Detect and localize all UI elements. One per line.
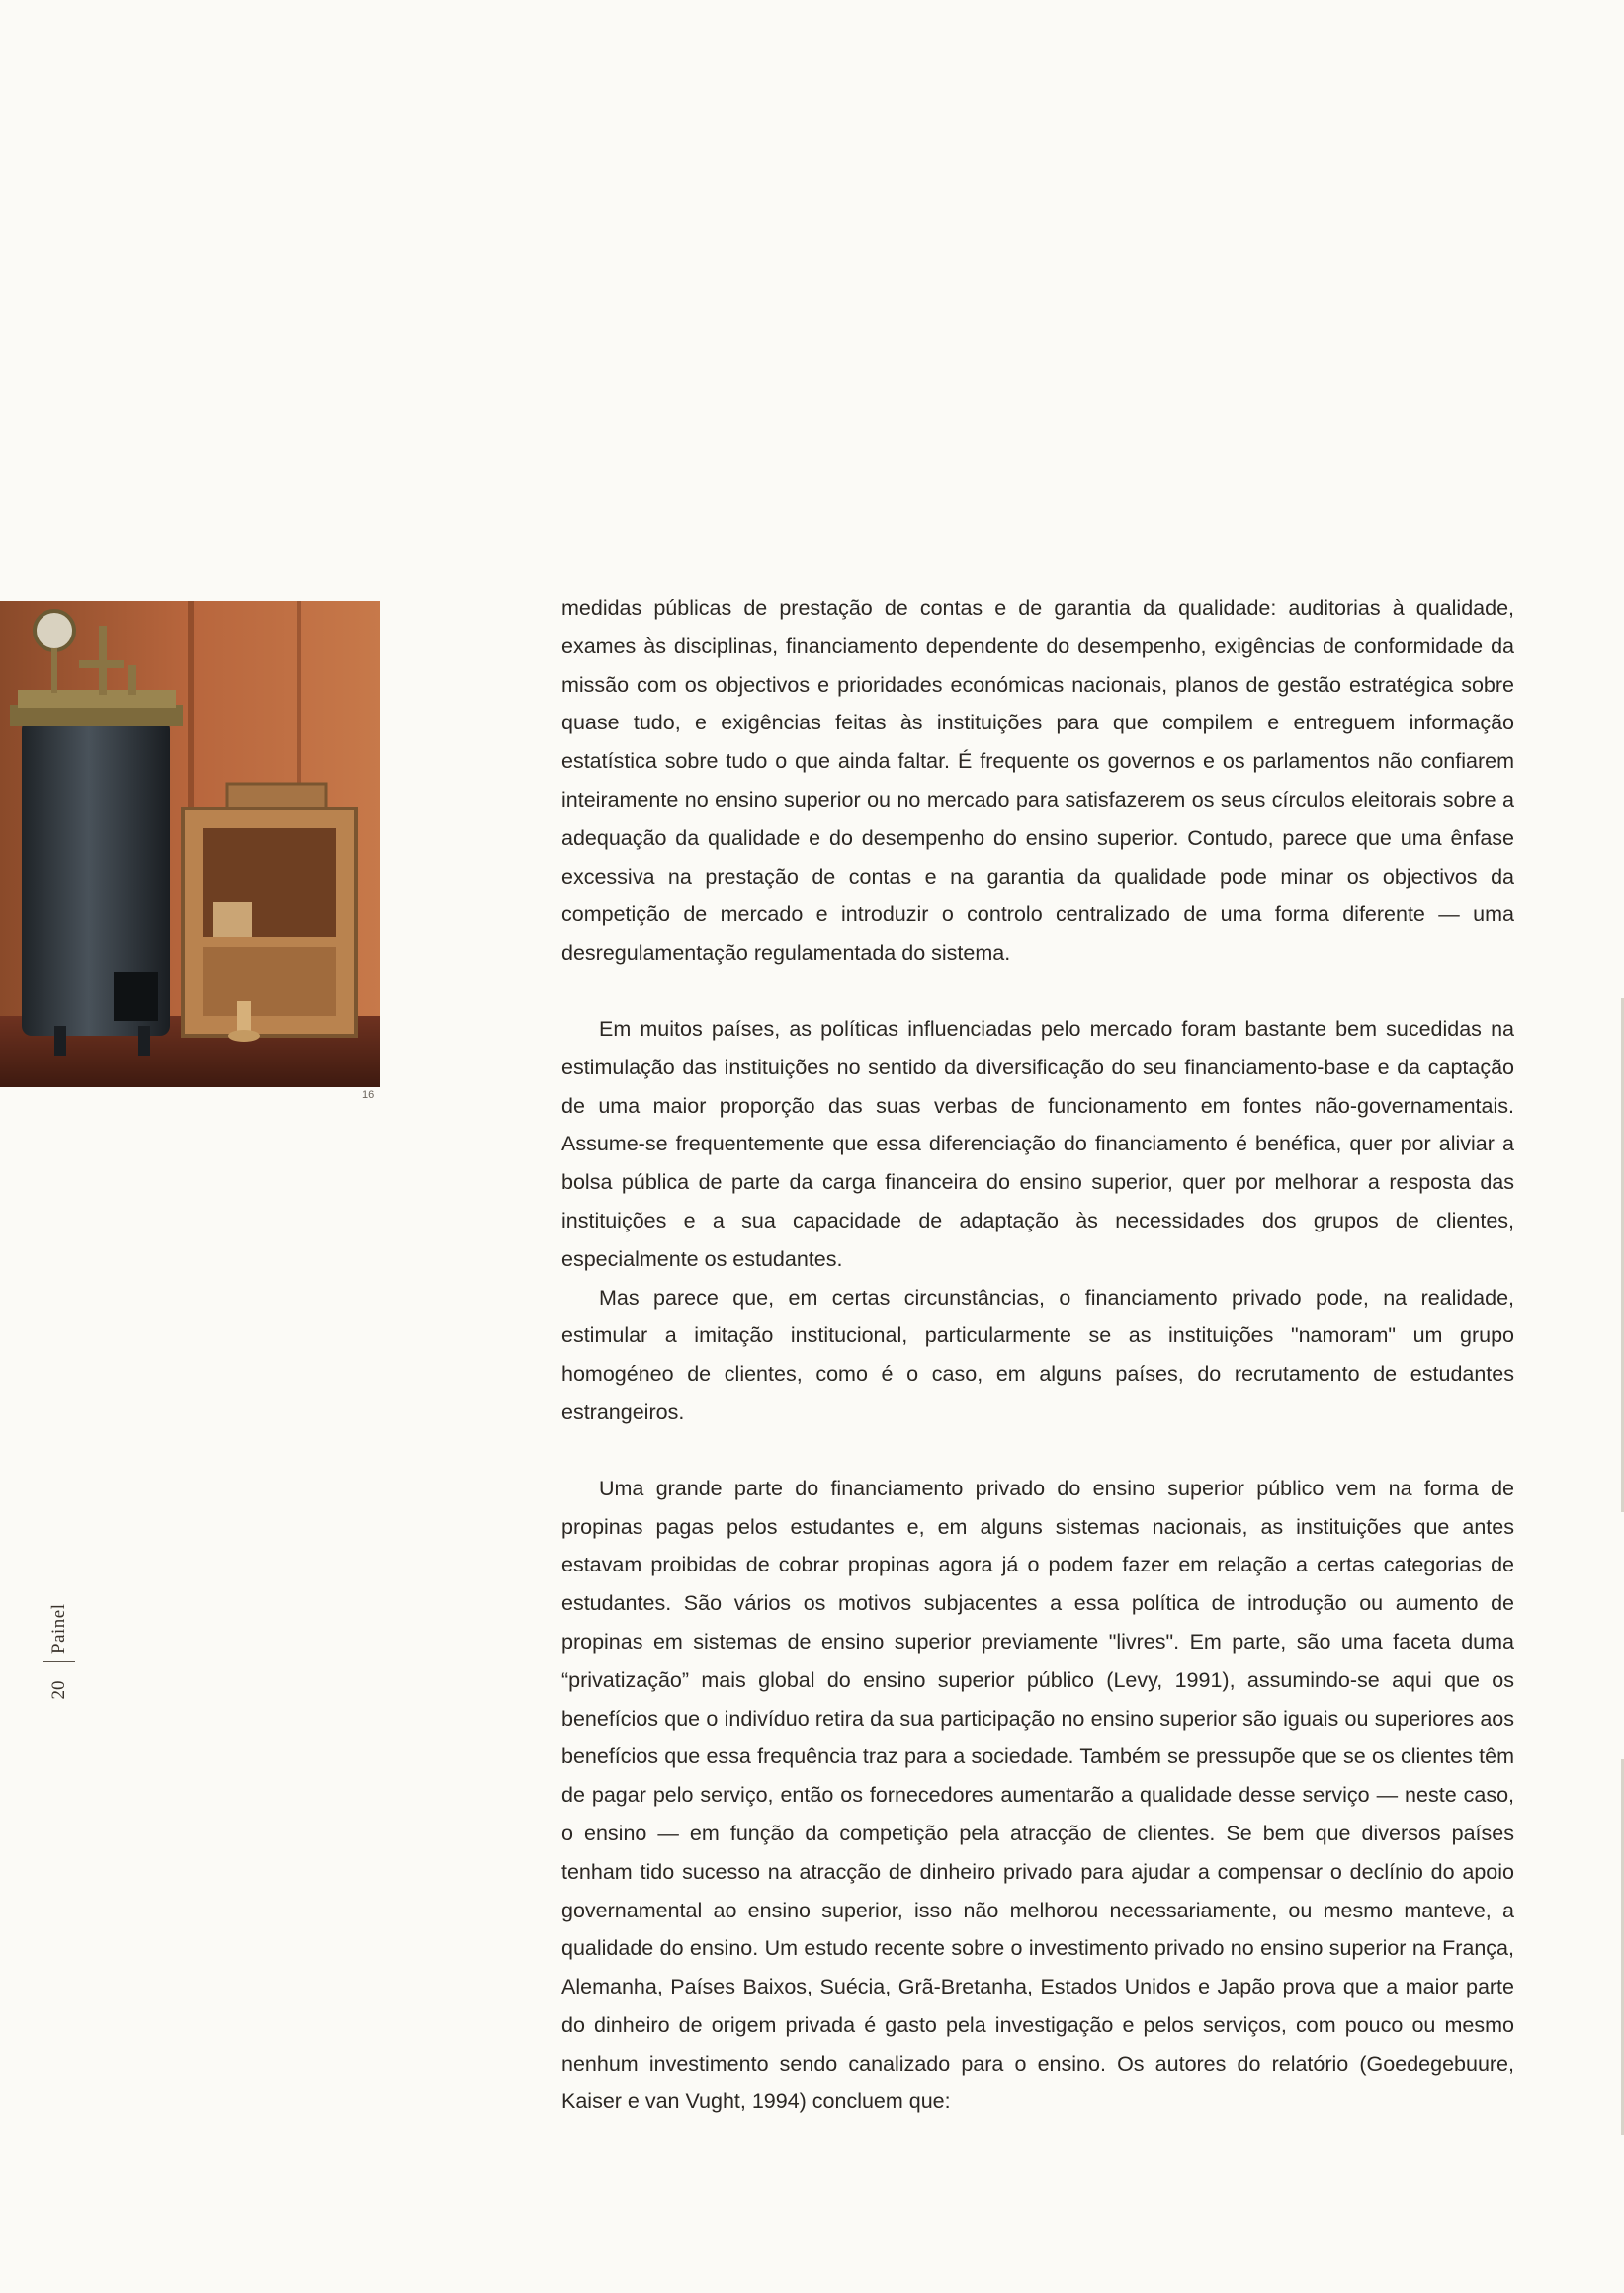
folio — [40, 1571, 79, 1710]
paragraph: Mas parece que, em certas circunstâncias, o financiamento privado pode, na realidade, estimular a imitação institucional, particularmente se as instituições "namoram" um grupo homogéneo de clientes, como é o caso, em alguns países, do recrutamento de estudantes estrangeiros. — [561, 1285, 1514, 1424]
paragraph: Uma grande parte do financiamento privado do ensino superior público vem na forma de propinas pagas pelos estudantes e, em alguns sistemas nacionais, as instituições que antes estavam proibidas de cobrar propinas agora já o podem fazer em relação a certas categorias de estudantes. São vários os motivos subjacentes a essa política de introdução ou aumento de propinas em sistemas de ensino superior previamente "livres". Em parte, são uma faceta duma “privatização” mais global do ensino superior público (Levy, 1991), assumindo-se aqui que os benefícios que o indivíduo retira da sua participação no ensino superior são iguais ou superiores aos benefícios que essa frequência traz para a sociedade. Também se pressupõe que se os clientes têm de pagar pelo serviço, então os fornecedores aumentarão a qualidade desse serviço — neste caso, o ensino — em função da competição pela atracção de clientes. Se bem que diversos países tenham tido sucesso na atracção de dinheiro privado para ajudar a compensar o declínio do apoio governamental ao ensino superior, isso não melhorou necessariamente, ou mesmo manteve, a qualidade do ensino. Um estudo recente sobre o investimento privado no ensino superior na França, Alemanha, Países Baixos, Suécia, Grã-Bretanha, Estados Unidos e Japão prova que a maior parte do dinheiro de origem privada é gasto pela investigação e pelos serviços, com pouco ou mesmo nenhum investimento sendo canalizado para o ensino. Os autores do relatório (Goedegebuure, Kaiser e van Vught, 1994) concluem que: — [561, 1476, 1514, 2114]
paragraph: Em muitos países, as políticas influenciadas pelo mercado foram bastante bem sucedidas na estimulação das instituições no sentido da diversificação do seu financiamento-base e da captação de uma maior proporção das suas verbas de funcionamento em fontes não-governamentais. Assume-se frequentemente que essa diferenciação do financiamento é benéfica, quer por aliviar a bolsa pública de parte da carga financeira do ensino superior, quer por melhorar a resposta das instituições e a sua capacidade de adaptação às necessidades dos grupos de clientes, especialmente os estudantes. — [561, 1016, 1514, 1271]
section-label: Painel — [48, 1603, 69, 1654]
page-number: 20 — [48, 1680, 69, 1700]
figure-number: 16 — [362, 1089, 375, 1101]
photo-laboratory-apparatus — [0, 601, 380, 1087]
paragraph: medidas públicas de prestação de contas e de garantia da qualidade: auditorias à qualidade, exames às disciplinas, financiamento dependente do desempenho, exigências de conformidade da missão com os objectivos e prioridades económicas nacionais, planos de gestão estratégica sobre quase tudo, e exigências feitas às instituições para que compilem e entreguem informação estatística sobre tudo o que ainda faltar. É frequente os governos e os parlamentos não confiarem inteiramente no ensino superior ou no mercado para satisfazerem os seus círculos eleitorais sobre a adequação da qualidade e do desempenho do ensino superior. Contudo, parece que uma ênfase excessiva na prestação de contas e na garantia da qualidade pode minar os objectivos da competição de mercado e introduzir o controlo centralizado de uma forma diferente — uma desregulamentação regulamentada do sistema. — [561, 596, 1514, 966]
folio-divider — [43, 1661, 75, 1662]
body-text — [561, 589, 1514, 2121]
